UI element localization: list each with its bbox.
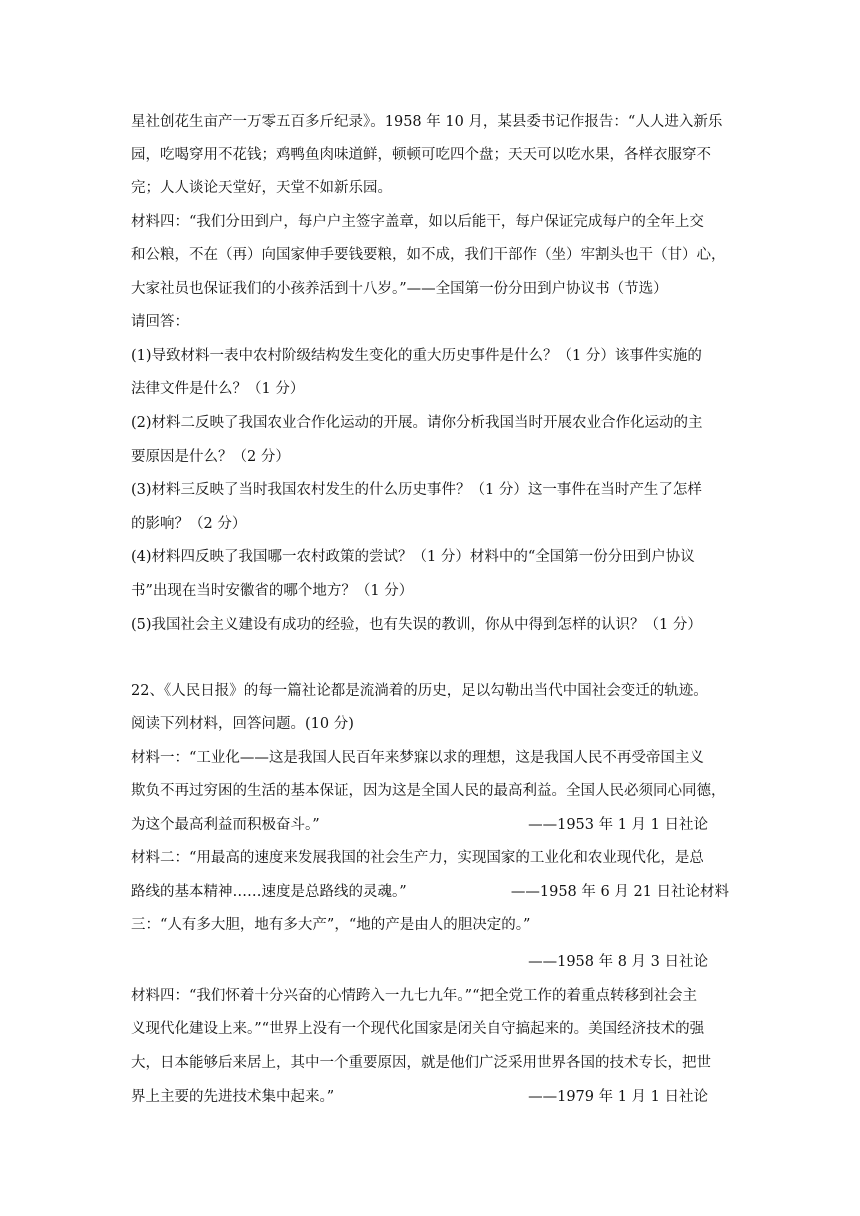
text-line: 完；人人谈论天堂好，天堂不如新乐园。 [131, 180, 392, 196]
material-four-line: 义现代化建设上来。”“世界上没有一个现代化国家是闭关自守搞起来的。美国经济技术的强 [131, 1021, 705, 1037]
text-line: 星社创花生亩产一万零五百多斤纪录》。1958 年 10 月，某县委书记作报告：“人人进入新乐 [131, 114, 723, 130]
question-1-cont: 法律文件是什么？（1 分） [131, 381, 305, 397]
question-2-cont: 要原因是什么？（2 分） [131, 449, 290, 465]
material-four-last-line: 界上主要的先进技术集中起来。” [131, 1089, 335, 1105]
material-four-line: 和公粮，不在（再）向国家伸手要钱要粮，如不成，我们干部作（坐）牢割头也干（甘）心， [131, 247, 726, 263]
material-three-line: 三：“人有多大胆，地有多大产”，“地的产是由人的胆决定的。” [131, 917, 531, 933]
text-line: 园，吃喝穿用不花钱；鸡鸭鱼肉味道鲜，顿顿可吃四个盘；天天可以吃水果，各样衣服穿不 [131, 147, 711, 163]
material-two-source: ——1958 年 6 月 21 日社论材料 [510, 884, 729, 900]
material-one-last-line: 为这个最高利益而积极奋斗。” [131, 817, 320, 833]
material-four-line: 大家社员也保证我们的小孩养活到十八岁。”——全国第一份分田到户协议书（节选） [131, 281, 668, 297]
question-4: (4)材料四反映了我国哪一农村政策的尝试？（1 分）材料中的“全国第一份分田到户协议 [131, 549, 695, 565]
question-2: (2)材料二反映了我国农业合作化运动的开展。请你分析我国当时开展农业合作化运动的主 [131, 415, 703, 431]
material-four-line: 材料四：“我们怀着十分兴奋的心情跨入一九七九年。”“把全党工作的着重点转移到社会主 [131, 988, 697, 1004]
material-four-source: ——1979 年 1 月 1 日社论 [528, 1089, 708, 1105]
question-4-cont: 书”出现在当时安徽省的哪个地方？（1 分） [131, 583, 414, 599]
question-5: (5)我国社会主义建设有成功的经验，也有失误的教训，你从中得到怎样的认识？（1 分） [131, 617, 702, 633]
question-1: (1)导致材料一表中农村阶级结构发生变化的重大历史事件是什么？（1 分）该事件实施的 [131, 348, 702, 364]
material-two-line: 路线的基本精神……速度是总路线的灵魂。” [131, 884, 407, 900]
question-3-cont: 的影响？（2 分） [131, 516, 247, 532]
material-one-line: 欺负不再过穷困的生活的基本保证，因为这是全国人民的最高利益。全国人民必须同心同德， [131, 783, 726, 799]
material-four-line: 大，日本能够后来居上，其中一个重要原因，就是他们广泛采用世界各国的技术专长，把世 [131, 1055, 711, 1071]
material-two-line: 材料二：“用最高的速度来发展我国的社会生产力，实现国家的工业化和农业现代化，是总 [131, 850, 704, 866]
question-3: (3)材料三反映了当时我国农村发生的什么历史事件？（1 分）这一事件在当时产生了怎样 [131, 482, 702, 498]
question-22-title: 22、《人民日报》的每一篇社论都是流淌着的历史，足以勾勒出当代中国社会变迁的轨迹。 [131, 683, 708, 699]
question-22-instruction: 阅读下列材料，回答问题。(10 分) [131, 716, 354, 732]
material-three-source: ——1958 年 8 月 3 日社论 [528, 954, 708, 970]
material-one-source: ——1953 年 1 月 1 日社论 [528, 817, 708, 833]
prompt-label: 请回答： [131, 314, 189, 330]
material-four-line: 材料四：“我们分田到户，每户户主签字盖章，如以后能干，每户保证完成每户的全年上交 [131, 214, 704, 230]
material-one-line: 材料一：“工业化——这是我国人民百年来梦寐以求的理想，这是我国人民不再受帝国主义 [131, 750, 704, 766]
